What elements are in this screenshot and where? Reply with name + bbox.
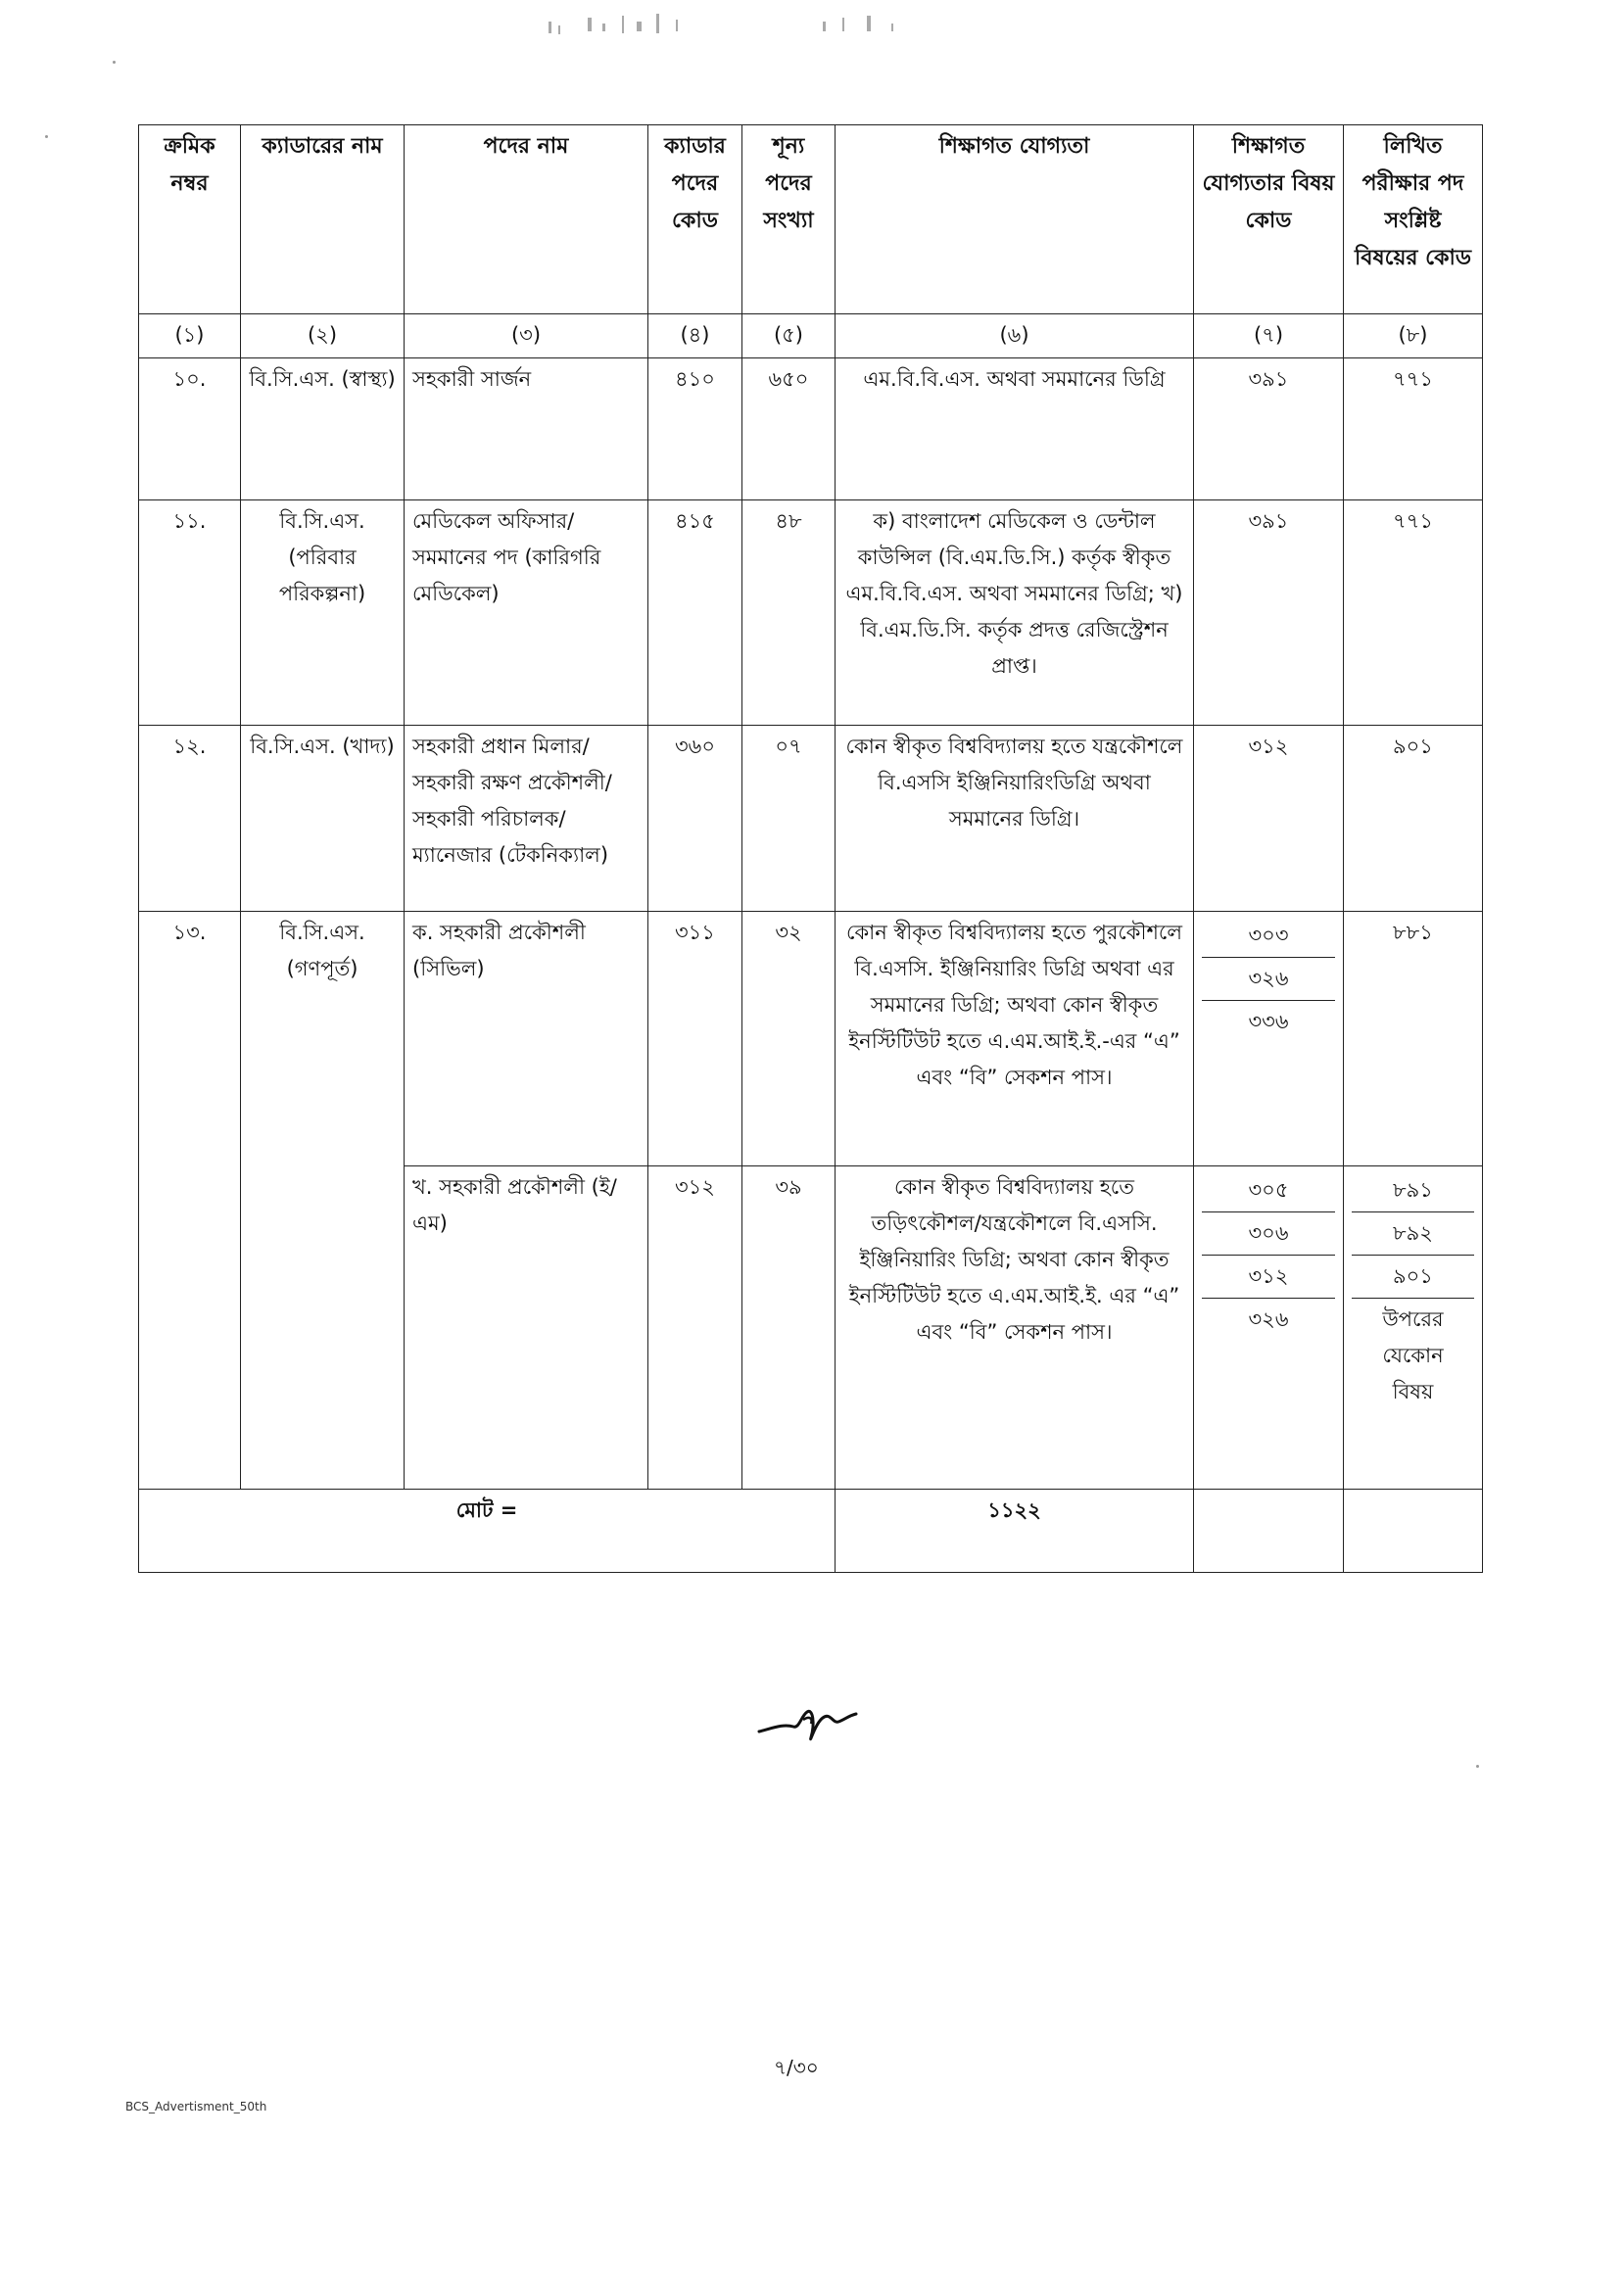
total-label-text: মোট = [455, 1498, 518, 1522]
column-number: (৮) [1344, 314, 1483, 358]
column-number: (৬) [836, 314, 1194, 358]
table-row [139, 726, 1483, 912]
code-cell: ৩৬০ [648, 726, 742, 912]
column-number: (১) [139, 314, 241, 358]
header-cadre-code: ক্যাডার পদের কোড [648, 125, 742, 314]
serial-cell: ১২. [139, 726, 241, 912]
scan-speck [1476, 1765, 1479, 1768]
column-number: (৪) [648, 314, 742, 358]
cadre-cell: বি.সি.এস. (স্বাস্থ্য) [241, 358, 405, 500]
column-number-row [139, 314, 1483, 358]
column-number: (২) [241, 314, 405, 358]
qualification-cell: কোন স্বীকৃত বিশ্ববিদ্যালয় হতে যন্ত্রকৌশলে বি.এসসি ইঞ্জিনিয়ারিংডিগ্রি অথবা সমমানের ডিগ্রি। [836, 726, 1194, 912]
header-row [139, 125, 1483, 314]
written-code-cell: ৮৮১ [1344, 912, 1483, 1166]
qualification-cell: এম.বি.বি.এস. অথবা সমমানের ডিগ্রি [836, 358, 1194, 500]
subject-code-cell: ৩৯১ [1194, 358, 1344, 500]
total-row [139, 1490, 1483, 1573]
code-cell: ৩১২ [648, 1166, 742, 1490]
table-row [139, 500, 1483, 726]
column-number: (৫) [742, 314, 836, 358]
scan-speck [113, 61, 116, 64]
header-written-code: লিখিত পরীক্ষার পদ সংশ্লিষ্ট বিষয়ের কোড [1344, 125, 1483, 314]
subject-code: ৩১২ [1202, 1256, 1335, 1299]
vacancy-cell: ৩২ [742, 912, 836, 1166]
written-code-group [1344, 1166, 1483, 1490]
written-code-cell: ৭৭১ [1344, 500, 1483, 726]
scan-speck [45, 135, 48, 138]
subject-code: ৩০৩ [1202, 915, 1335, 958]
cadre-cell: বি.সি.এস. (গণপূর্ত) [241, 912, 405, 1490]
empty-cell [1344, 1490, 1483, 1573]
header-cadre: ক্যাডারের নাম [241, 125, 405, 314]
written-code: ৮৯২ [1352, 1212, 1474, 1256]
qualification-cell: কোন স্বীকৃত বিশ্ববিদ্যালয় হতে পুরকৌশলে বি.এসসি. ইঞ্জিনিয়ারিং ডিগ্রি অথবা এর সমমানের ডিগ্রি; অথবা কোন স্বীকৃত ইনস্টিটিউট হতে এ.এম.আই.ই.-এর “এ” এবং “বি” সেকশন পাস। [836, 912, 1194, 1166]
subject-code-cell: ৩৯১ [1194, 500, 1344, 726]
code-cell: ৪১৫ [648, 500, 742, 726]
post-cell: মেডিকেল অফিসার/সমমানের পদ (কারিগরি মেডিকেল) [405, 500, 648, 726]
written-code-cell: ৯০১ [1344, 726, 1483, 912]
header-vacancy: শূন্য পদের সংখ্যা [742, 125, 836, 314]
vacancy-cell: ৩৯ [742, 1166, 836, 1490]
total-value: ১১২২ [836, 1490, 1194, 1573]
subject-code-group [1194, 1166, 1344, 1490]
signature [754, 1694, 862, 1753]
written-code: উপরের যেকোন বিষয় [1382, 1307, 1444, 1403]
table-row [139, 358, 1483, 500]
vacancy-cell: ৪৮ [742, 500, 836, 726]
footer-filename: BCS_Advertisment_50th [125, 2100, 267, 2113]
empty-cell [1194, 1490, 1344, 1573]
cadre-cell: বি.সি.এস. (পরিবার পরিকল্পনা) [241, 500, 405, 726]
serial-cell: ১০. [139, 358, 241, 500]
table-row [139, 912, 1483, 1166]
code-cell: ৪১০ [648, 358, 742, 500]
serial-cell: ১৩. [139, 912, 241, 1490]
qualification-cell: ক) বাংলাদেশ মেডিকেল ও ডেন্টাল কাউন্সিল (বি.এম.ডি.সি.) কর্তৃক স্বীকৃত এম.বি.বি.এস. অথবা সমমানের ডিগ্রি; খ) বি.এম.ডি.সি. কর্তৃক প্রদত্ত রেজিস্ট্রেশন প্রাপ্ত। [836, 500, 1194, 726]
post-cell: সহকারী প্রধান মিলার/ সহকারী রক্ষণ প্রকৌশলী/ সহকারী পরিচালক/ ম্যানেজার (টেকনিক্যাল) [405, 726, 648, 912]
header-qualification: শিক্ষাগত যোগ্যতা [836, 125, 1194, 314]
header-serial: ক্রমিক নম্বর [139, 125, 241, 314]
subject-code: ৩০৫ [1202, 1169, 1335, 1212]
scan-noise [529, 8, 989, 47]
serial-cell: ১১. [139, 500, 241, 726]
subject-code: ৩২৬ [1202, 958, 1335, 1001]
subject-code: ৩০৬ [1202, 1212, 1335, 1256]
post-cell: খ. সহকারী প্রকৌশলী (ই/এম) [405, 1166, 648, 1490]
total-label [139, 1490, 836, 1573]
written-code: ৯০১ [1352, 1256, 1474, 1299]
subject-code: ৩৩৬ [1248, 1010, 1289, 1033]
vacancy-cell: ৬৫০ [742, 358, 836, 500]
subject-code: ৩২৬ [1248, 1307, 1289, 1331]
code-cell: ৩১১ [648, 912, 742, 1166]
page-number: ৭/৩০ [774, 2056, 819, 2079]
column-number: (৩) [405, 314, 648, 358]
qualification-cell: কোন স্বীকৃত বিশ্ববিদ্যালয় হতে তড়িৎকৌশল/যন্ত্রকৌশলে বি.এসসি. ইঞ্জিনিয়ারিং ডিগ্রি; অথবা কোন স্বীকৃত ইনস্টিটিউট হতে এ.এম.আই.ই. এর “এ” এবং “বি” সেকশন পাস। [836, 1166, 1194, 1490]
cadre-cell: বি.সি.এস. (খাদ্য) [241, 726, 405, 912]
written-code: ৮৯১ [1352, 1169, 1474, 1212]
header-subject-code: শিক্ষাগত যোগ্যতার বিষয় কোড [1194, 125, 1344, 314]
header-post: পদের নাম [405, 125, 648, 314]
subject-code-cell: ৩১২ [1194, 726, 1344, 912]
vacancy-cell: ০৭ [742, 726, 836, 912]
post-cell: ক. সহকারী প্রকৌশলী (সিভিল) [405, 912, 648, 1166]
cadre-table [138, 124, 1483, 1573]
post-cell: সহকারী সার্জন [405, 358, 648, 500]
subject-code-group [1194, 912, 1344, 1166]
column-number: (৭) [1194, 314, 1344, 358]
written-code-cell: ৭৭১ [1344, 358, 1483, 500]
